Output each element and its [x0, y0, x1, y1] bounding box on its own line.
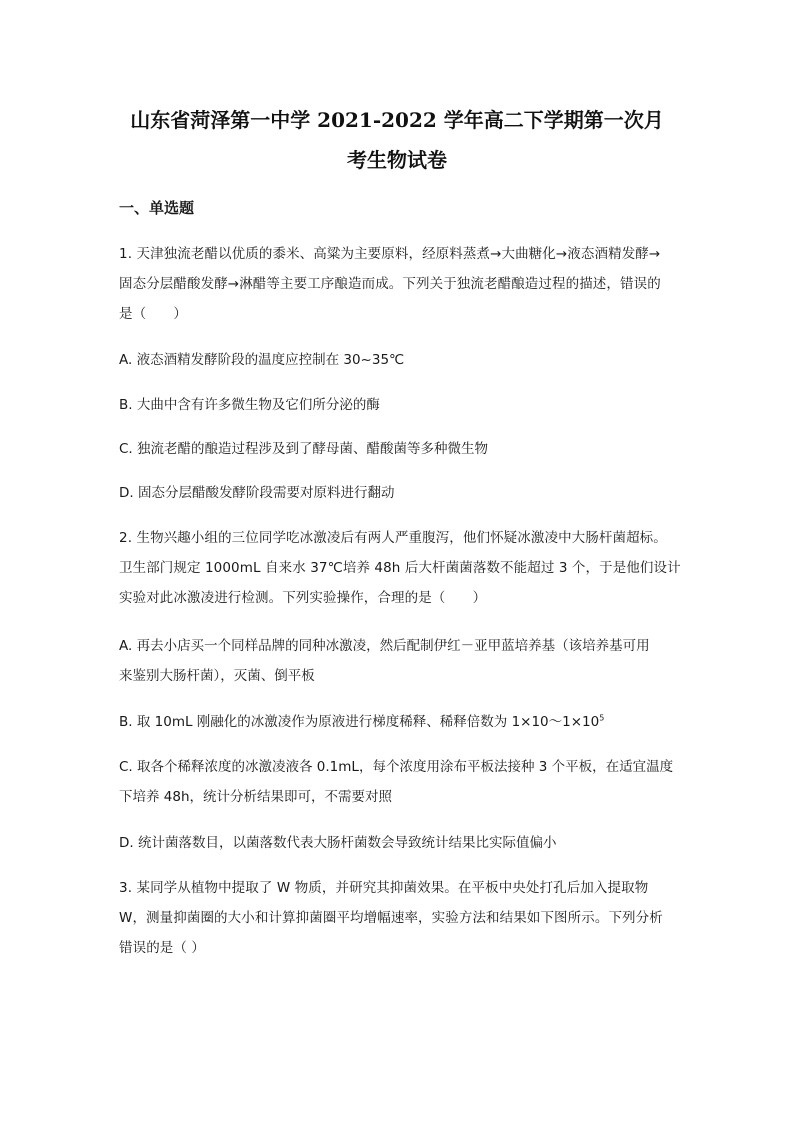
- q2-option-c-line1: C. 取各个稀释浓度的冰激凌液各 0.1mL，每个浓度用涂布平板法接种 3 个平板，在适宜温度: [119, 759, 674, 775]
- q2-option-a-line1: A. 再去小店买一个同样品牌的同种冰激凌，然后配制伊红－亚甲蓝培养基（该培养基可用: [119, 638, 650, 654]
- document-title-line2: 考生物试卷: [347, 148, 447, 172]
- q2-option-c-line2: 下培养 48h，统计分析结果即可，不需要对照: [119, 789, 393, 805]
- q2-stem-line2: 卫生部门规定 1000mL 自来水 37℃培养 48h 后大杆菌菌落数不能超过 3 个，于是他们设计: [119, 560, 681, 576]
- q1-option-a: A. 液态酒精发酵阶段的温度应控制在 30~35℃: [119, 352, 405, 368]
- q1-option-d: D. 固态分层醋酸发酵阶段需要对原料进行翻动: [119, 485, 395, 501]
- q2-stem-line3: 实验对此冰激凌进行检测。下列实验操作，合理的是（ ）: [119, 590, 487, 606]
- q2-option-b-exponent: 5: [599, 713, 605, 723]
- q1-stem-line3: 是（ ）: [119, 306, 187, 322]
- document-title-line1: 山东省菏泽第一中学 2021-2022 学年高二下学期第一次月: [130, 108, 664, 132]
- q2-option-d: D. 统计菌落数目，以菌落数代表大肠杆菌数会导致统计结果比实际值偏小: [119, 835, 557, 851]
- q2-stem-line1: 2. 生物兴趣小组的三位同学吃冰激凌后有两人严重腹泻，他们怀疑冰激凌中大肠杆菌超标。: [119, 530, 667, 546]
- q1-option-b: B. 大曲中含有许多微生物及它们所分泌的酶: [119, 397, 380, 413]
- q3-stem-line3: 错误的是（ ）: [119, 940, 205, 956]
- section-heading: 一、单选题: [119, 199, 195, 217]
- q3-stem-line2: W，测量抑菌圈的大小和计算抑菌圈平均增幅速率，实验方法和结果如下图所示。下列分析: [119, 910, 663, 926]
- q1-stem-line1: 1. 天津独流老醋以优质的黍米、高粱为主要原料，经原料蒸煮→大曲糖化→液态酒精发酵→: [119, 246, 661, 262]
- q1-stem-line2: 固态分层醋酸发酵→淋醋等主要工序酿造而成。下列关于独流老醋酿造过程的描述，错误的: [119, 276, 661, 292]
- q2-option-b-text: B. 取 10mL 刚融化的冰激凌作为原液进行梯度稀释、稀释倍数为 1×10～1×10: [119, 714, 600, 730]
- q1-option-c: C. 独流老醋的酿造过程涉及到了酵母菌、醋酸菌等多种微生物: [119, 441, 489, 457]
- q2-option-a-line2: 来鉴别大肠杆菌），灭菌、倒平板: [119, 668, 315, 684]
- q2-option-b: [119, 708, 679, 737]
- q3-stem-line1: 3. 某同学从植物中提取了 W 物质，并研究其抑菌效果。在平板中央处打孔后加入提取物: [119, 880, 649, 896]
